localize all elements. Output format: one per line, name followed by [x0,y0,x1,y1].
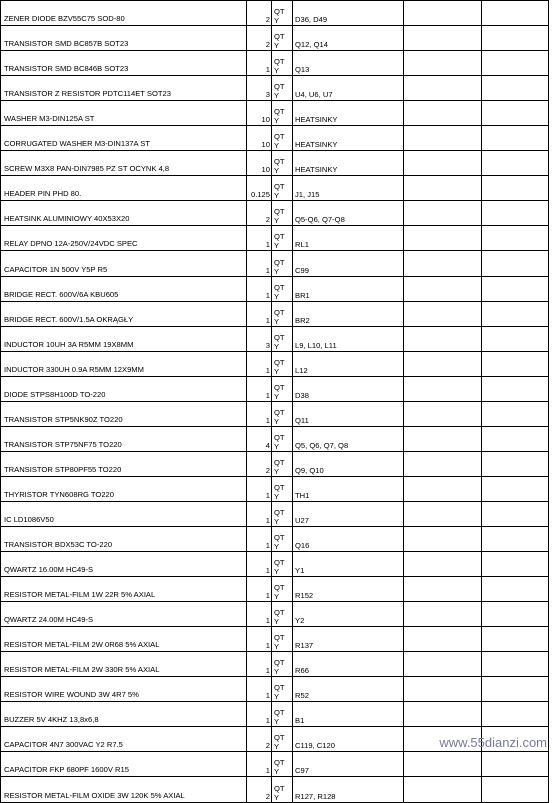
part-description: TRANSISTOR STP75NF75 TO220 [1,426,247,451]
part-reference: HEATSINKY [293,101,404,126]
empty-cell [482,276,549,301]
part-quantity: 1 [247,251,272,276]
empty-cell [482,677,549,702]
unit-line: Y [274,291,280,301]
empty-cell [482,226,549,251]
unit-line: QT [274,533,285,543]
unit-line: QT [274,307,285,317]
table-row [1,476,549,501]
part-unit [272,26,293,51]
part-quantity: 1 [247,526,272,551]
part-description: WASHER M3-DIN125A ST [1,101,247,126]
empty-cell [404,276,482,301]
part-reference: TH1 [293,476,404,501]
part-reference: R52 [293,677,404,702]
part-reference: U27 [293,501,404,526]
part-quantity: 1 [247,51,272,76]
empty-cell [404,501,482,526]
unit-line: QT [274,633,285,643]
empty-cell [404,251,482,276]
empty-cell [482,602,549,627]
table-row [1,301,549,326]
empty-cell [482,526,549,551]
part-quantity: 1 [247,677,272,702]
part-unit [272,752,293,777]
part-description: CAPACITOR 4N7 300VAC Y2 R7.5 [1,727,247,752]
part-reference: Q13 [293,51,404,76]
part-quantity: 1 [247,577,272,602]
empty-cell [404,577,482,602]
part-description: TRANSISTOR SMD BC857B SOT23 [1,26,247,51]
unit-line: Y [274,116,280,126]
unit-line: QT [274,7,285,17]
unit-line: Y [274,241,280,251]
part-quantity: 10 [247,126,272,151]
unit-line: QT [274,407,285,417]
part-unit [272,501,293,526]
part-description: DIODE STPS8H100D TO-220 [1,376,247,401]
part-description: BUZZER 5V 4KHZ 13,8x6,8 [1,702,247,727]
empty-cell [482,176,549,201]
part-unit [272,677,293,702]
part-unit [272,777,293,802]
part-reference: Q5, Q6, Q7, Q8 [293,426,404,451]
part-unit [272,577,293,602]
part-unit [272,451,293,476]
table-row [1,451,549,476]
part-quantity: 1 [247,351,272,376]
unit-line: QT [274,357,285,367]
table-row [1,151,549,176]
empty-cell [482,552,549,577]
unit-line: Y [274,341,280,351]
empty-cell [482,51,549,76]
part-quantity: 1 [247,376,272,401]
part-reference: RL1 [293,226,404,251]
part-description: TRANSISTOR BDX53C TO-220 [1,526,247,551]
empty-cell [404,26,482,51]
part-quantity: 1 [247,501,272,526]
table-row [1,426,549,451]
unit-line: Y [274,717,280,727]
part-description: IC LD1086V50 [1,501,247,526]
part-reference: L9, L10, L11 [293,326,404,351]
unit-line: QT [274,32,285,42]
part-quantity: 2 [247,727,272,752]
unit-line: QT [274,608,285,618]
empty-cell [482,777,549,802]
part-description: RELAY DPNO 12A-250V/24VDC SPEC [1,226,247,251]
part-reference: HEATSINKY [293,151,404,176]
table-row [1,652,549,677]
table-row [1,126,549,151]
part-unit [272,1,293,26]
empty-cell [404,126,482,151]
part-unit [272,602,293,627]
unit-line: QT [274,507,285,517]
table-row [1,702,549,727]
table-row [1,552,549,577]
part-unit [272,552,293,577]
unit-line: Y [274,567,280,577]
unit-line: QT [274,583,285,593]
empty-cell [404,351,482,376]
part-reference: Y1 [293,552,404,577]
empty-cell [404,552,482,577]
unit-line: QT [274,382,285,392]
empty-cell [482,752,549,777]
part-reference: D36, D49 [293,1,404,26]
empty-cell [482,101,549,126]
unit-line: Y [274,166,280,176]
unit-line: Y [274,416,280,426]
empty-cell [404,226,482,251]
part-reference: Y2 [293,602,404,627]
part-unit [272,426,293,451]
empty-cell [482,577,549,602]
empty-cell [482,501,549,526]
part-description: BRIDGE RECT. 600V/1.5A OKRĄGŁY [1,301,247,326]
part-unit [272,101,293,126]
unit-line: Y [274,692,280,702]
part-quantity: 2 [247,777,272,802]
empty-cell [404,401,482,426]
table-row [1,251,549,276]
table-row [1,351,549,376]
table-row [1,376,549,401]
part-quantity: 1 [247,627,272,652]
table-row [1,577,549,602]
unit-line: Y [274,742,280,752]
table-row [1,501,549,526]
unit-line: Y [274,441,280,451]
part-reference: Q12, Q14 [293,26,404,51]
empty-cell [482,702,549,727]
part-reference: Q11 [293,401,404,426]
empty-cell [404,101,482,126]
part-quantity: 1 [247,602,272,627]
table-row [1,26,549,51]
table-row [1,401,549,426]
table-row [1,677,549,702]
empty-cell [482,376,549,401]
unit-line: QT [274,132,285,142]
empty-cell [404,426,482,451]
empty-cell [404,702,482,727]
part-reference: R137 [293,627,404,652]
table-row [1,1,549,26]
table-row [1,602,549,627]
part-description: INDUCTOR 330UH 0.9A R5MM 12X9MM [1,351,247,376]
unit-line: Y [274,516,280,526]
part-unit [272,351,293,376]
unit-line: Y [274,191,280,201]
part-description: THYRISTOR TYN608RG TO220 [1,476,247,501]
part-unit [272,627,293,652]
unit-line: Y [274,16,280,26]
unit-line: Y [274,792,280,802]
part-quantity: 2 [247,26,272,51]
unit-line: QT [274,783,285,793]
table-row [1,176,549,201]
empty-cell [482,476,549,501]
empty-cell [404,526,482,551]
part-reference: BR1 [293,276,404,301]
empty-cell [482,26,549,51]
unit-line: QT [274,683,285,693]
part-unit [272,251,293,276]
unit-line: QT [274,57,285,67]
empty-cell [404,301,482,326]
part-description: CAPACITOR FKP 680PF 1600V R15 [1,752,247,777]
empty-cell [404,201,482,226]
part-unit [272,276,293,301]
table-row [1,777,549,802]
part-reference: D38 [293,376,404,401]
empty-cell [404,51,482,76]
unit-line: Y [274,466,280,476]
part-reference: L12 [293,351,404,376]
empty-cell [404,602,482,627]
empty-cell [482,126,549,151]
unit-line: QT [274,658,285,668]
part-description: CORRUGATED WASHER M3-DIN137A ST [1,126,247,151]
part-unit [272,652,293,677]
table-row [1,627,549,652]
watermark: www.55dianzi.com [439,735,547,750]
part-description: HEATSINK ALUMINIOWY 40X53X20 [1,201,247,226]
table-row [1,526,549,551]
part-reference: Q5-Q6, Q7-Q8 [293,201,404,226]
part-reference: Q9, Q10 [293,451,404,476]
empty-cell [482,76,549,101]
table-row [1,326,549,351]
part-reference: C119, C120 [293,727,404,752]
empty-cell [482,401,549,426]
empty-cell [404,777,482,802]
unit-line: QT [274,482,285,492]
part-unit [272,526,293,551]
unit-line: Y [274,667,280,677]
part-quantity: 2 [247,451,272,476]
part-reference: R66 [293,652,404,677]
empty-cell [404,176,482,201]
part-quantity: 1 [247,476,272,501]
part-quantity: 2 [247,201,272,226]
part-quantity: 3 [247,326,272,351]
unit-line: Y [274,767,280,777]
part-reference: Q16 [293,526,404,551]
empty-cell [482,627,549,652]
part-description: SCREW M3X8 PAN-DIN7985 PZ ST OCYNK 4,8 [1,151,247,176]
part-description: RESISTOR METAL-FILM OXIDE 3W 120K 5% AXIAL [1,777,247,802]
part-unit [272,301,293,326]
unit-line: QT [274,207,285,217]
empty-cell [404,677,482,702]
unit-line: Y [274,592,280,602]
empty-cell [482,451,549,476]
part-quantity: 1 [247,652,272,677]
part-quantity: 2 [247,1,272,26]
empty-cell [404,451,482,476]
unit-line: Y [274,366,280,376]
part-description: CAPACITOR 1N 500V Y5P R5 [1,251,247,276]
part-reference: U4, U6, U7 [293,76,404,101]
empty-cell [404,652,482,677]
empty-cell [482,251,549,276]
part-description: RESISTOR METAL-FILM 2W 330R 5% AXIAL [1,652,247,677]
part-quantity: 3 [247,76,272,101]
part-reference: J1, J15 [293,176,404,201]
part-description: TRANSISTOR Z RESISTOR PDTC114ET SOT23 [1,76,247,101]
empty-cell [404,1,482,26]
unit-line: QT [274,182,285,192]
empty-cell [404,752,482,777]
part-unit [272,326,293,351]
part-description: RESISTOR METAL-FILM 1W 22R 5% AXIAL [1,577,247,602]
table-row [1,51,549,76]
part-description: RESISTOR WIRE WOUND 3W 4R7 5% [1,677,247,702]
part-description: QWARTZ 24.00M HC49-S [1,602,247,627]
unit-line: QT [274,157,285,167]
unit-line: Y [274,91,280,101]
part-description: HEADER PIN PHD 80. [1,176,247,201]
part-unit [272,201,293,226]
part-quantity: 10 [247,151,272,176]
unit-line: Y [274,141,280,151]
part-reference: B1 [293,702,404,727]
table-body [1,1,549,803]
part-reference: C97 [293,752,404,777]
empty-cell [404,151,482,176]
table-row [1,276,549,301]
part-description: ZENER DIODE BZV55C75 SOD-80 [1,1,247,26]
part-unit [272,226,293,251]
unit-line: QT [274,457,285,467]
part-quantity: 1 [247,301,272,326]
part-unit [272,376,293,401]
unit-line: QT [274,232,285,242]
empty-cell [482,326,549,351]
unit-line: QT [274,107,285,117]
part-quantity: 1 [247,276,272,301]
unit-line: Y [274,216,280,226]
part-description: TRANSISTOR STP5NK90Z TO220 [1,401,247,426]
table-row [1,101,549,126]
unit-line: Y [274,391,280,401]
part-quantity: 10 [247,101,272,126]
unit-line: Y [274,41,280,51]
empty-cell [404,627,482,652]
empty-cell [404,76,482,101]
empty-cell [482,652,549,677]
part-description: TRANSISTOR SMD BC846B SOT23 [1,51,247,76]
empty-cell [482,151,549,176]
part-quantity: 4 [247,426,272,451]
empty-cell [482,301,549,326]
part-reference: BR2 [293,301,404,326]
part-description: TRANSISTOR STP80PF55 TO220 [1,451,247,476]
table-row [1,76,549,101]
unit-line: QT [274,282,285,292]
part-unit [272,51,293,76]
empty-cell [482,1,549,26]
part-unit [272,151,293,176]
empty-cell [482,351,549,376]
part-quantity: 1 [247,702,272,727]
table-row [1,752,549,777]
part-description: BRIDGE RECT. 600V/6A KBU605 [1,276,247,301]
empty-cell [482,201,549,226]
part-unit [272,126,293,151]
unit-line: QT [274,758,285,768]
part-quantity: 1 [247,401,272,426]
empty-cell [404,376,482,401]
part-description: RESISTOR METAL-FILM 2W 0R68 5% AXIAL [1,627,247,652]
part-reference: R127, R128 [293,777,404,802]
unit-line: QT [274,733,285,743]
empty-cell [404,326,482,351]
unit-line: QT [274,82,285,92]
unit-line: Y [274,266,280,276]
unit-line: Y [274,542,280,552]
part-quantity: 1 [247,552,272,577]
unit-line: QT [274,257,285,267]
unit-line: QT [274,432,285,442]
unit-line: QT [274,332,285,342]
part-description: QWARTZ 16.00M HC49-S [1,552,247,577]
part-unit [272,702,293,727]
part-quantity: 1 [247,226,272,251]
part-description: INDUCTOR 10UH 3A R5MM 19X8MM [1,326,247,351]
unit-line: Y [274,642,280,652]
unit-line: QT [274,708,285,718]
part-quantity: 1 [247,752,272,777]
unit-line: QT [274,558,285,568]
table-row [1,226,549,251]
part-unit [272,176,293,201]
unit-line: Y [274,491,280,501]
unit-line: Y [274,66,280,76]
part-quantity: 0.125 [247,176,272,201]
table-row [1,201,549,226]
unit-line: Y [274,316,280,326]
part-unit [272,476,293,501]
part-unit [272,727,293,752]
part-reference: C99 [293,251,404,276]
part-unit [272,401,293,426]
empty-cell [404,476,482,501]
part-reference: HEATSINKY [293,126,404,151]
unit-line: Y [274,617,280,627]
part-unit [272,76,293,101]
part-reference: R152 [293,577,404,602]
empty-cell [482,426,549,451]
